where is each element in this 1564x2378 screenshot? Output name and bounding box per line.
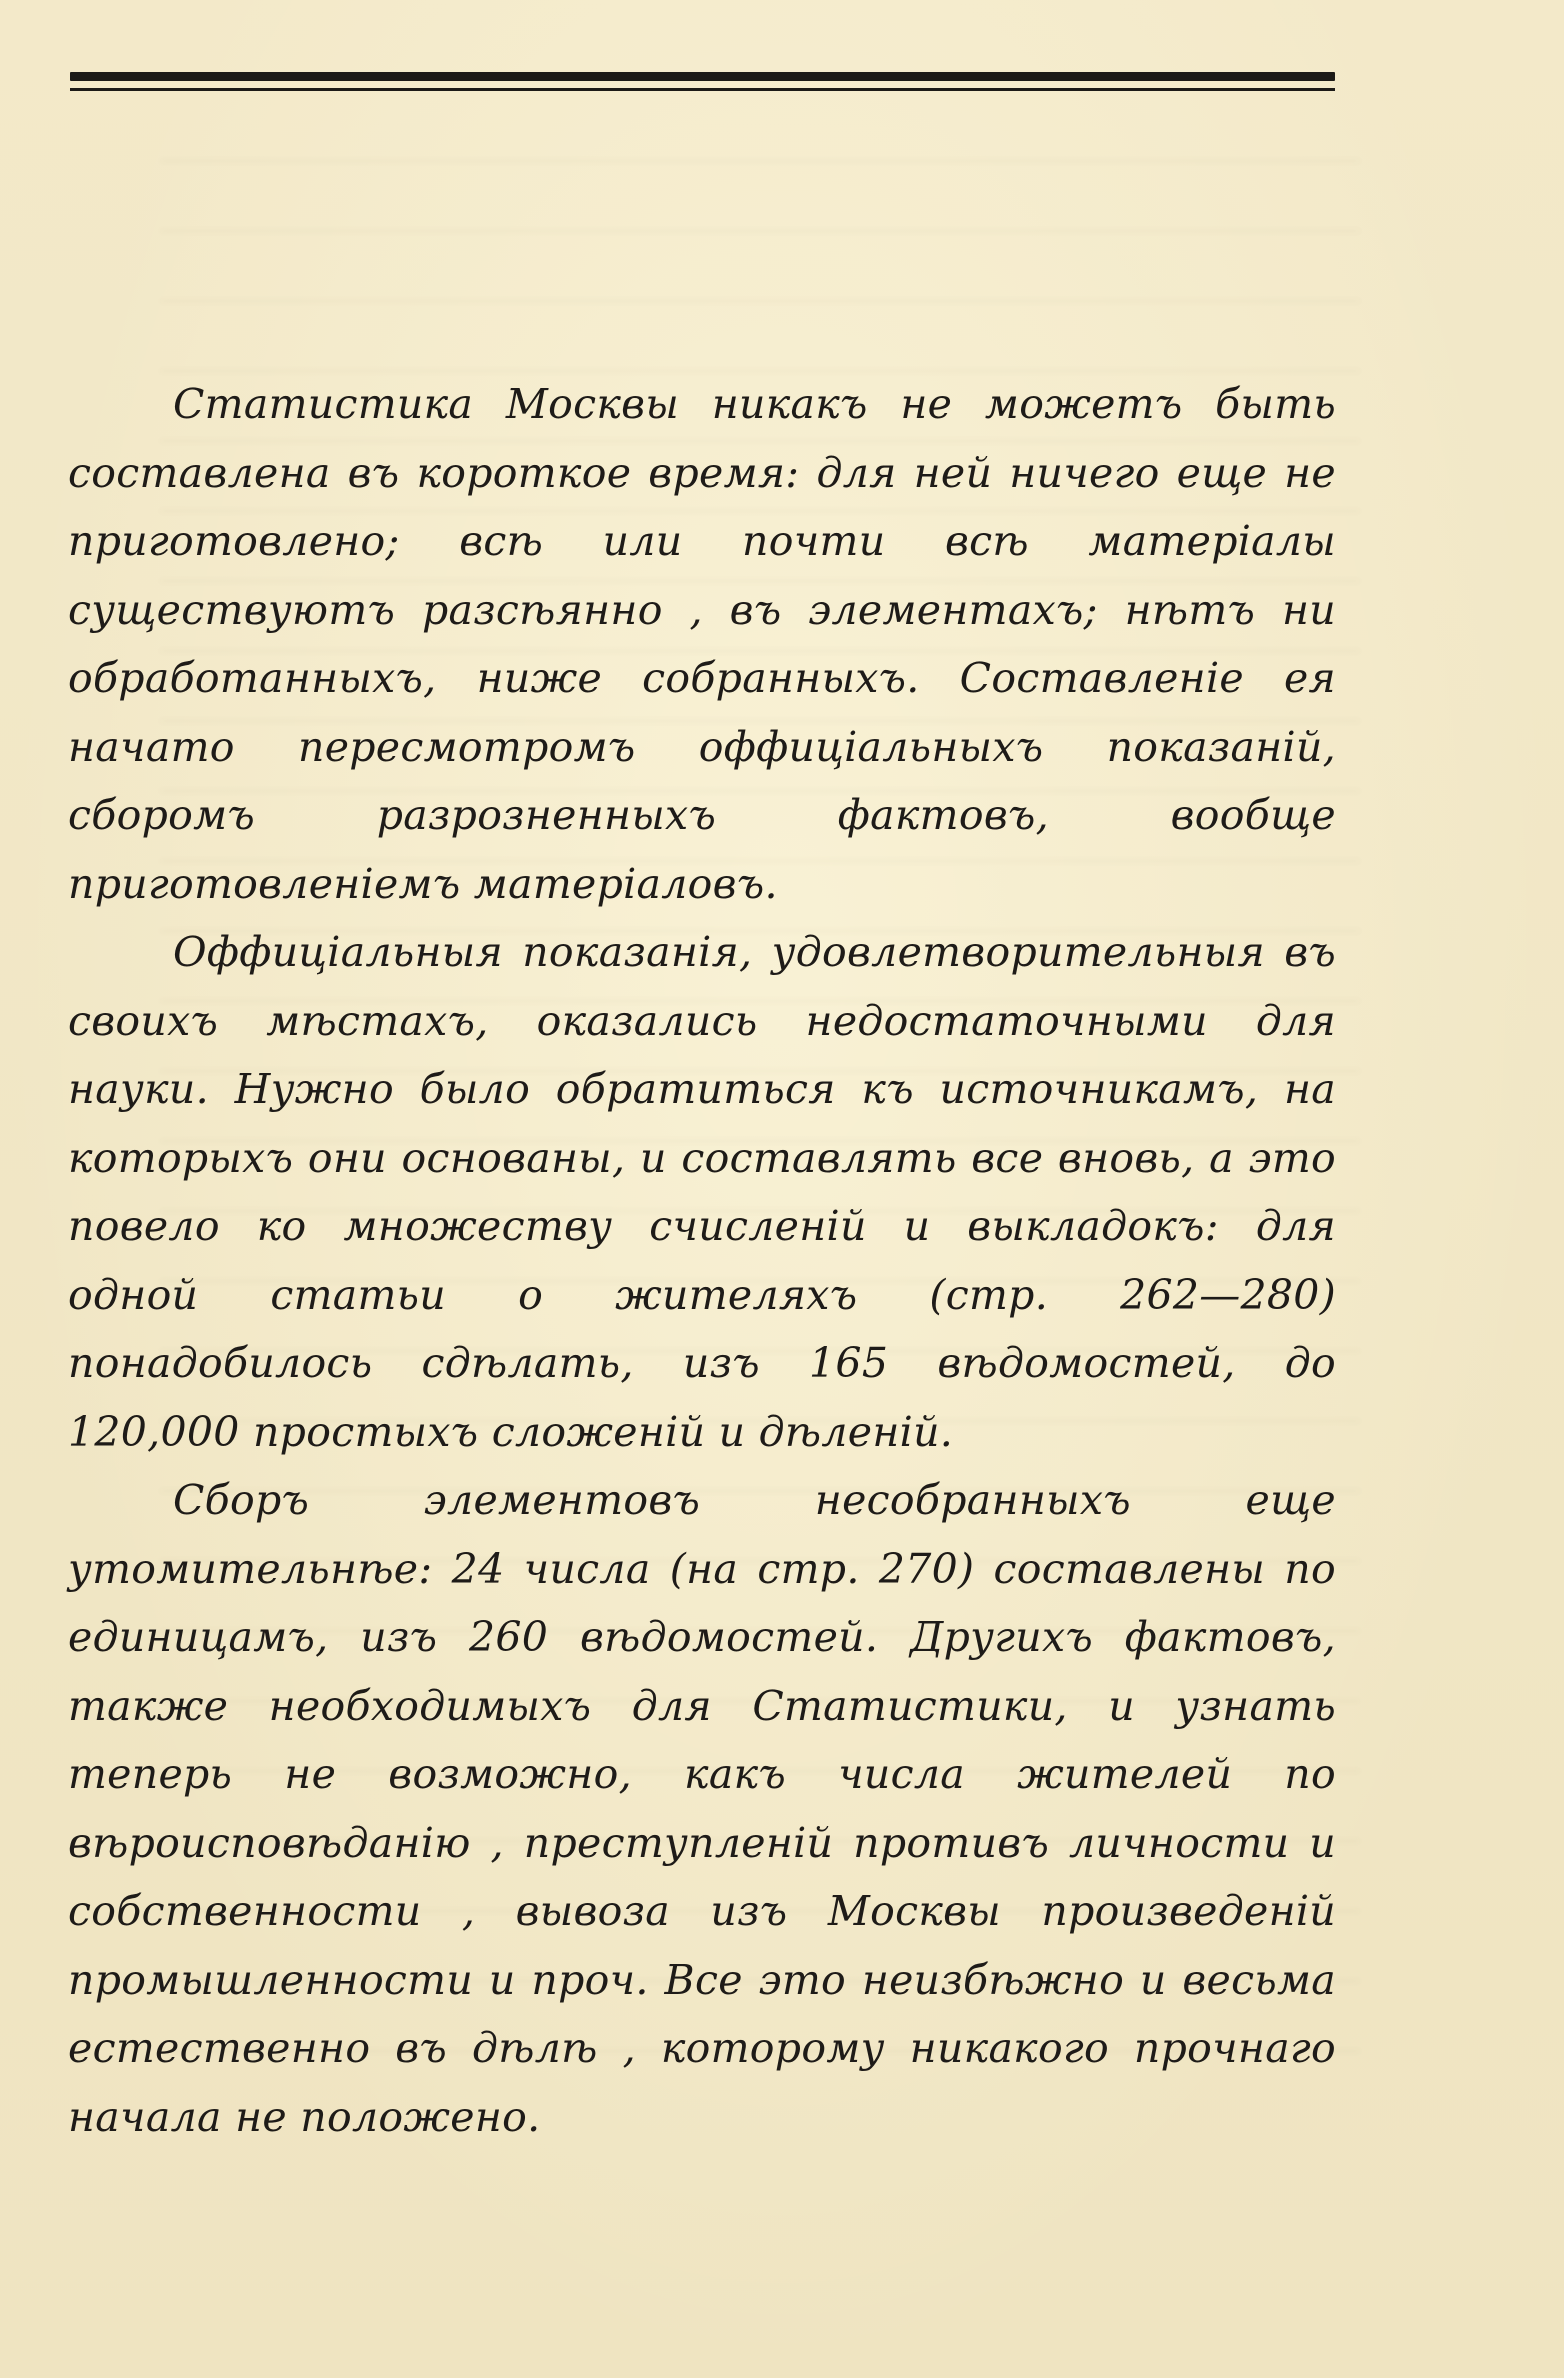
- paragraph-1: Статистика Москвы никакъ не можетъ быть составлена въ короткое время: для ней ничего еще не приготовлено; всѣ или почти всѣ матеріалы существуютъ разсѣянно , въ элементахъ; нѣтъ ни обработанныхъ, ниже собранныхъ. Составленіе ея начато пересмотромъ оффиціальныхъ показаній, сборомъ разрозненныхъ фактовъ, вообще приготовленіемъ матеріаловъ.: [68, 380, 1336, 908]
- header-rule-thick: [70, 72, 1335, 81]
- header-rule-thin: [70, 88, 1335, 91]
- body-text: [68, 370, 1336, 2151]
- paragraph-2: Оффиціальныя показанія, удовлетворительныя въ своихъ мѣстахъ, оказались недостаточными для науки. Нужно было обратиться къ источникамъ, на которыхъ они основаны, и составлять все вновь, а это повело ко множеству счисленій и выкладокъ: для одной статьи о жителяхъ (стр. 262—280) понадобилось сдѣлать, изъ 165 вѣдомостей, до 120,000 простыхъ сложеній и дѣленій.: [68, 928, 1336, 1456]
- paragraph-3: Сборъ элементовъ несобранныхъ еще утомительнѣе: 24 числа (на стр. 270) составлены по единицамъ, изъ 260 вѣдомостей. Другихъ фактовъ, также необходимыхъ для Статистики, и узнать теперь не возможно, какъ числа жителей по вѣроисповѣданію , преступленій противъ личности и собственности , вывоза изъ Москвы произведеній промышленности и проч. Все это неизбѣжно и весьма естественно въ дѣлѣ , которому никакого прочнаго начала не положено.: [68, 1476, 1336, 2141]
